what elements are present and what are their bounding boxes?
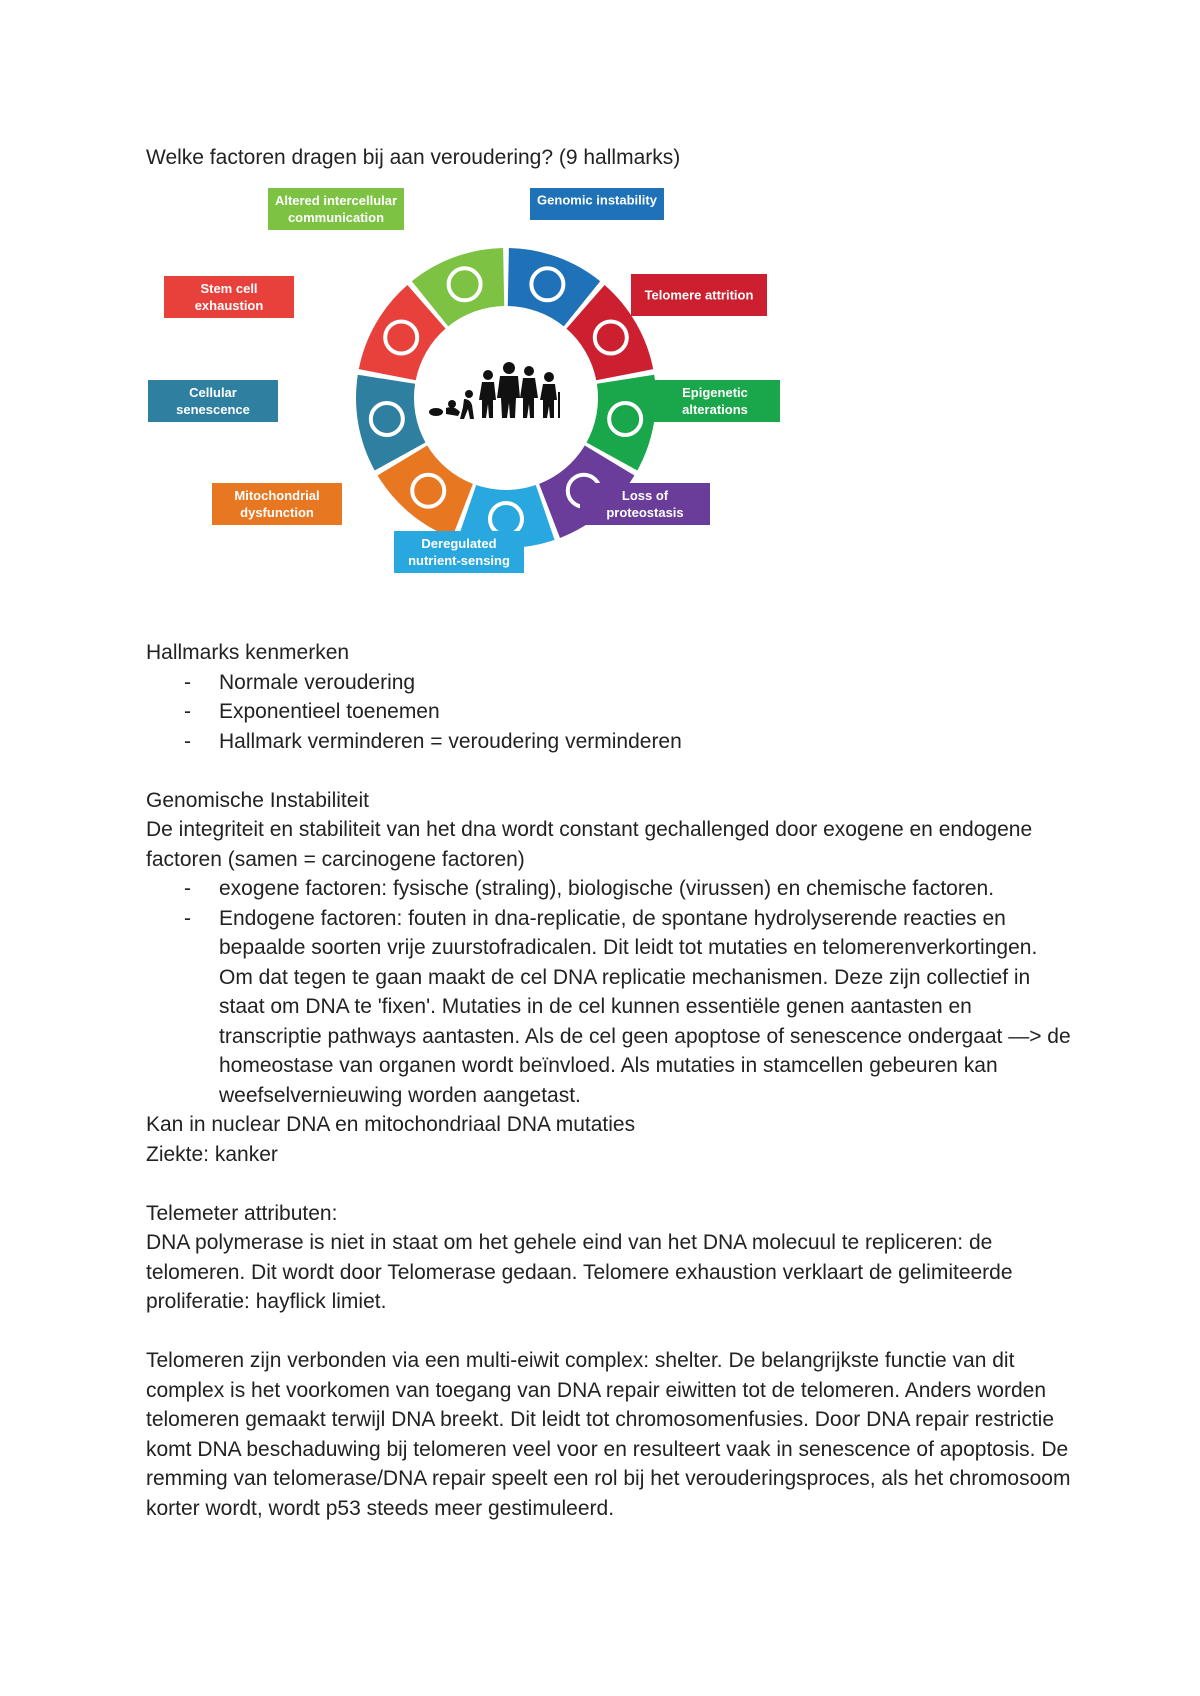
label-text: Loss of bbox=[621, 488, 669, 503]
list-item: - Exponentieel toenemen bbox=[184, 700, 440, 723]
label-text: Cellular bbox=[189, 385, 237, 400]
label-stemcell bbox=[164, 276, 294, 318]
label-text: proteostasis bbox=[606, 505, 684, 520]
telomere-paragraph-2: Telomeren zijn verbonden via een multi-eiwit complex: shelter. De belangrijkste functie van dit complex is het voorkomen van toegang van DNA repair eiwitten tot de telomeren. Anders worden telomeren gemaakt terwijl DNA breekt. Dit leidt tot chromosomenfusies. Door DNA repair restrictie komt DNA beschaduwing bij telomeren veel voor en resulteert vaak in senescence of apoptosis. De remming van telomerase/DNA repair speelt een rol bij het verouderingsproces, als het chromosoom korter wordt, wordt p53 steeds meer gestimuleerd. bbox=[146, 1349, 1071, 1520]
label-altered bbox=[268, 188, 404, 230]
hallmarks-list bbox=[146, 668, 1076, 757]
notes-content bbox=[146, 638, 1076, 1523]
label-text: Genomic instability bbox=[537, 192, 657, 208]
label-proteostasis bbox=[580, 483, 710, 525]
label-text: exhaustion bbox=[194, 298, 264, 313]
label-text: Epigenetic bbox=[682, 385, 748, 400]
label-telomere bbox=[631, 274, 767, 316]
label-text: nutrient-sensing bbox=[408, 553, 510, 568]
list-item: - Hallmark verminderen = veroudering verminderen bbox=[184, 729, 682, 753]
evolution-silhouettes bbox=[418, 310, 594, 486]
label-nutrient bbox=[394, 531, 524, 573]
list-item: - exogene factoren: fysische (straling), biologische (virussen) en chemische factoren. bbox=[184, 877, 995, 900]
hallmarks-heading: Hallmarks kenmerken bbox=[146, 641, 350, 664]
telomere-heading: Telemeter attributen: bbox=[146, 1201, 338, 1225]
genomic-heading: Genomische Instabiliteit bbox=[146, 788, 369, 812]
label-mito bbox=[212, 483, 342, 525]
label-text: senescence bbox=[176, 402, 250, 417]
label-text: dysfunction bbox=[240, 505, 314, 520]
genomic-line-1: Kan in nuclear DNA en mitochondriaal DNA mutaties bbox=[146, 1113, 636, 1136]
label-text: Altered intercellular bbox=[274, 193, 398, 208]
label-genomic bbox=[530, 188, 664, 220]
label-text: alterations bbox=[682, 402, 748, 417]
list-item: - Normale veroudering bbox=[184, 670, 416, 694]
genomic-list bbox=[146, 874, 1076, 1110]
label-text: Mitochondrial bbox=[234, 488, 320, 503]
list-item: - Endogene factoren: fouten in dna-replicatie, de spontane hydrolyserende reacties en bepaalde soorten vrije zuurstofradicalen. Dit leidt tot mutaties en telomerenverkortingen. Om dat tegen te gaan maakt de cel DNA replicatie mechanismen. Deze zijn collectief in staat om DNA te 'fixen'. Mutaties in de cel kunnen essentiële genen aantasten en transcriptie pathways aantasten. Als de cel geen apoptose of senescence ondergaat —> de homeostase van organen wordt beïnvloed. Als mutaties in stamcellen gebeuren kan weefselvernieuwing worden aangetast. bbox=[184, 906, 1071, 1107]
hallmarks-diagram bbox=[146, 188, 866, 628]
label-senescence bbox=[148, 380, 278, 422]
genomic-line-2: Ziekte: kanker bbox=[146, 1142, 278, 1166]
label-text: Stem cell bbox=[200, 281, 258, 296]
label-text: communication bbox=[287, 210, 385, 225]
label-text: Telomere attrition bbox=[644, 287, 754, 303]
telomere-paragraph-1: DNA polymerase is niet in staat om het gehele eind van het DNA molecuul te repliceren: de telomeren. Dit wordt door Telomerase gedaan. Telomere exhaustion verklaart de gelimiteerde proliferatie: hayflick limiet. bbox=[146, 1231, 1013, 1313]
genomic-intro: De integriteit en stabiliteit van het dna wordt constant gechallenged door exogene en endogene factoren (samen = carcinogene factoren) bbox=[146, 818, 1033, 871]
label-text: Deregulated bbox=[421, 536, 497, 551]
label-epigenetic bbox=[650, 380, 780, 422]
page-title: Welke factoren dragen bij aan veroudering? (9 hallmarks) bbox=[146, 146, 681, 169]
